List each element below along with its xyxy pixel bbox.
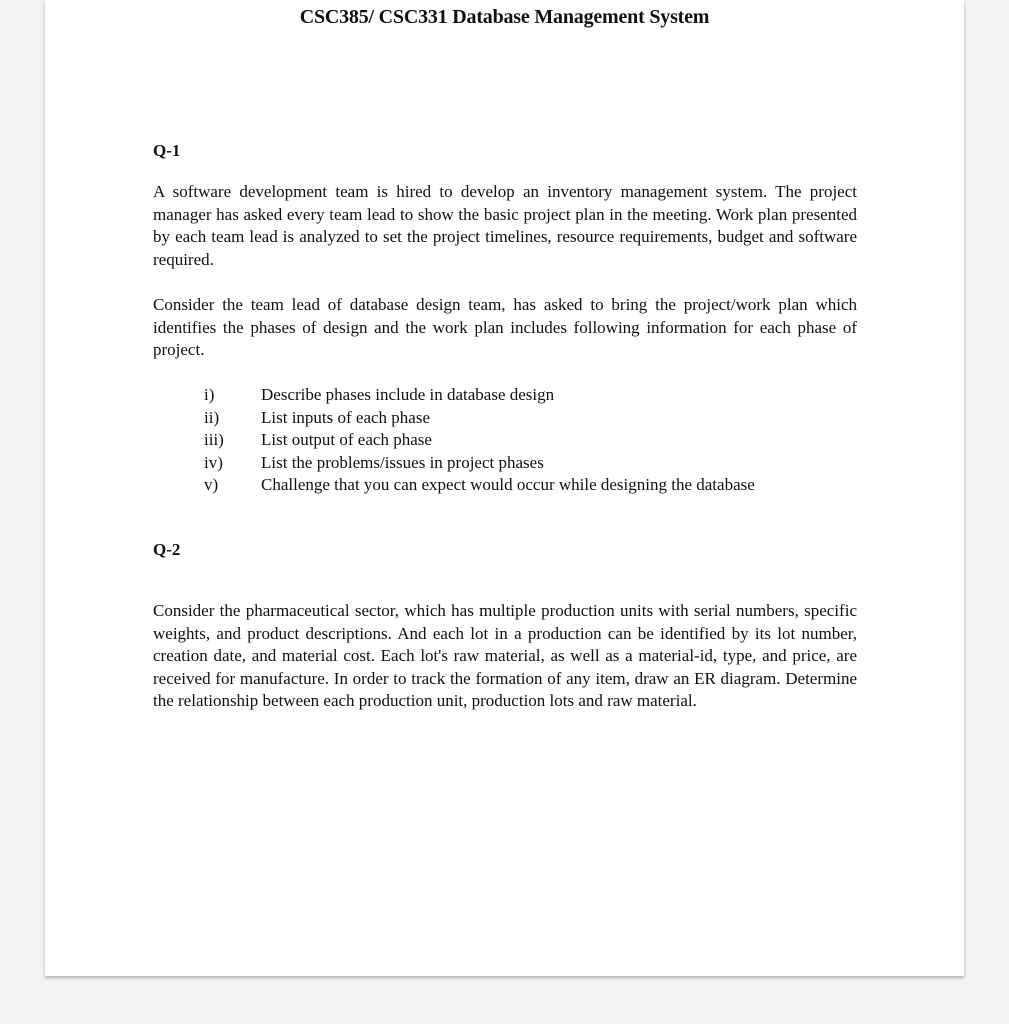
list-item-number: iv) [204, 452, 223, 472]
question-1-heading: Q-1 [153, 141, 181, 160]
list-item [204, 407, 755, 430]
list-item-text: List inputs of each phase [261, 407, 431, 427]
question-2-paragraph-1: Consider the pharmaceutical sector, which has multiple production units with serial numbers, specific weights, and product descriptions. And each lot in a production can be identified by its lot number, creation date, and material cost. Each lot's raw material, as well as a material-id, type, and price, are received for manufacture. In order to track the formation of any item, draw an ER diagram. Determine the relationship between each production unit, production lots and raw material. [153, 601, 857, 711]
list-item-number: iii) [204, 430, 224, 450]
list-item-number: ii) [204, 407, 220, 427]
list-item [204, 452, 755, 475]
question-1-paragraph-1: A software development team is hired to develop an inventory management system. The project manager has asked every team lead to show the basic project plan in the meeting. Work plan presented by each team lead is analyzed to set the project timelines, resource requirements, budget and software required. [153, 182, 857, 269]
list-item-number: i) [204, 385, 215, 404]
list-item [204, 474, 755, 497]
list-item-text: List the problems/issues in project phases [261, 452, 544, 472]
list-item-text: Describe phases include in database design [261, 385, 555, 404]
question-2-heading: Q-2 [153, 540, 181, 559]
list-item [204, 429, 755, 452]
list-item [204, 384, 755, 407]
document-title: CSC385/ CSC331 Database Management System [299, 6, 710, 28]
document-page [45, 0, 964, 976]
question-1-paragraph-2: Consider the team lead of database design team, has asked to bring the project/work plan which identifies the phases of design and the work plan includes following information for each phase of project. [153, 295, 857, 360]
list-item-text: List output of each phase [261, 430, 432, 450]
list-item-text: Challenge that you can expect would occur while designing the database [261, 475, 755, 495]
list-item-number: v) [204, 475, 219, 495]
question-1-item-list [204, 384, 755, 497]
